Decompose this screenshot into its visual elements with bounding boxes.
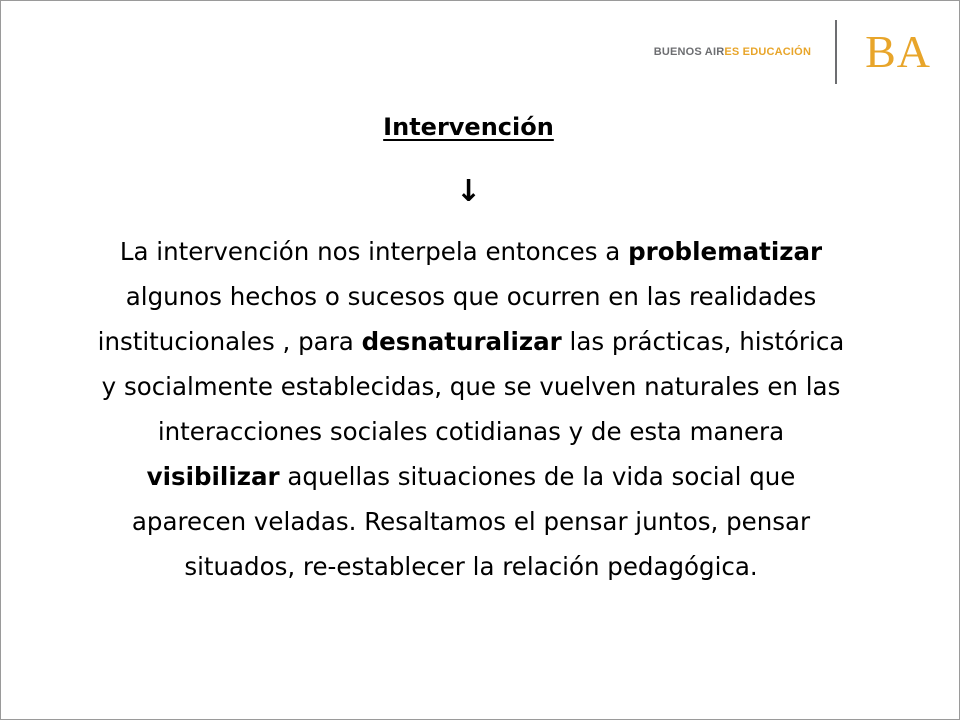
slide-title: Intervención — [383, 113, 554, 141]
brand-header — [654, 19, 931, 85]
body-text-4: aquellas situaciones de la vida social que aparecen veladas. Resaltamos el pensar juntos, pensar situados, re-establecer la relación pedagógica. — [131, 462, 811, 581]
keyword-desnaturalizar: desnaturalizar — [361, 327, 562, 356]
brand-name-part-2: ES EDUCACIÓN — [724, 46, 812, 58]
brand-divider — [835, 20, 837, 84]
keyword-visibilizar: visibilizar — [146, 462, 280, 491]
down-arrow-icon: ↓ — [455, 174, 482, 209]
body-text-3: las prácticas, histórica y socialmente establecidas, que se vuelven naturales en las interacciones sociales cotidianas y de esta manera — [101, 327, 845, 446]
body-paragraph — [91, 229, 851, 589]
brand-name — [654, 46, 811, 58]
ba-logo: BA — [865, 26, 931, 77]
keyword-problematizar: problematizar — [628, 237, 823, 266]
body-text-2: algunos hechos o sucesos que ocurren en las realidades institucionales , para — [97, 282, 817, 356]
body-text-1: La intervención nos interpela entonces a — [119, 237, 629, 266]
brand-name-part-1: BUENOS AIR — [653, 46, 725, 58]
